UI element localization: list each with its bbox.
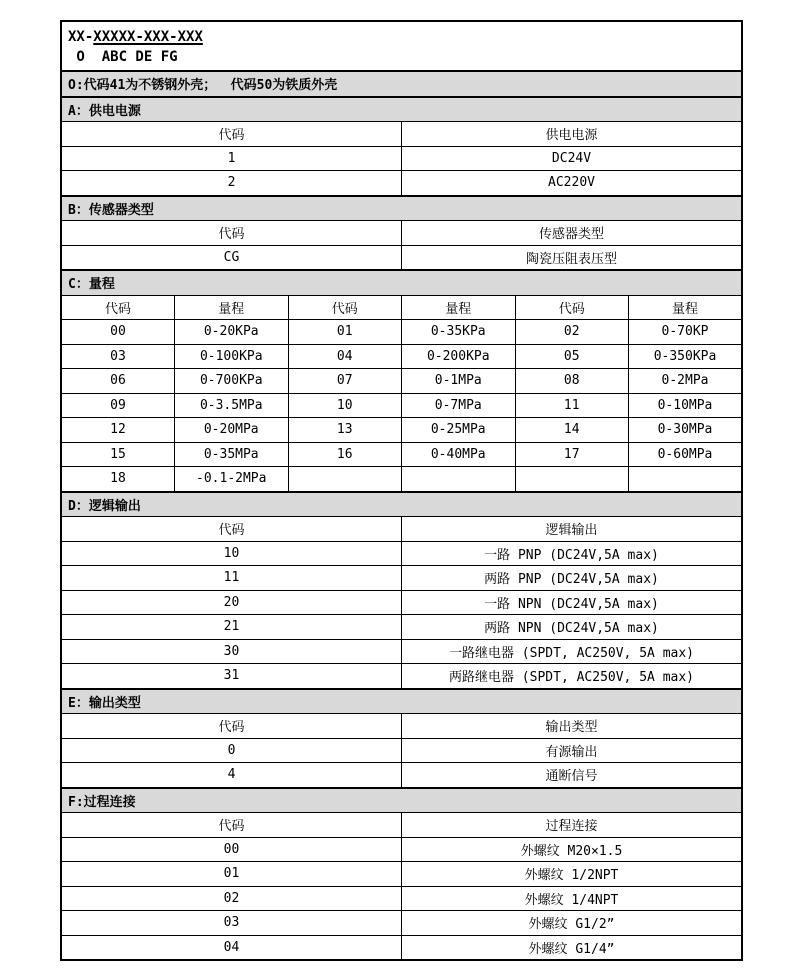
value-cell: 一路 NPN (DC24V,5A max) — [402, 590, 743, 615]
range-code-cell: 18 — [61, 467, 175, 492]
range-code-cell — [515, 467, 629, 492]
table-row — [61, 146, 742, 171]
range-value-cell: 0-35KPa — [402, 320, 516, 345]
code-cell: 1 — [61, 146, 402, 171]
range-code-cell: 16 — [288, 442, 402, 467]
code-cell: 31 — [61, 664, 402, 689]
table-row — [61, 442, 742, 467]
range-code-cell: 07 — [288, 369, 402, 394]
range-code-cell: 01 — [288, 320, 402, 345]
value-cell: 通断信号 — [402, 763, 743, 788]
col-header-range: 量程 — [629, 295, 743, 320]
range-value-cell: 0-350KPa — [629, 344, 743, 369]
value-cell: 外螺纹 1/2NPT — [402, 862, 743, 887]
value-cell: 两路继电器 (SPDT, AC250V, 5A max) — [402, 664, 743, 689]
range-value-cell: 0-700KPa — [175, 369, 289, 394]
col-header-code: 代码 — [61, 813, 402, 838]
ordering-code-table — [60, 20, 743, 961]
table-header-row — [61, 517, 742, 542]
table-row — [61, 837, 742, 862]
section-title-a: A：供电电源 — [61, 97, 742, 122]
col-header-range: 量程 — [402, 295, 516, 320]
section-bar-f — [61, 788, 742, 813]
section-title-e: E：输出类型 — [61, 689, 742, 714]
range-code-cell: 09 — [61, 393, 175, 418]
section-title-b: B：传感器类型 — [61, 196, 742, 221]
range-value-cell — [402, 467, 516, 492]
col-header-output-type: 输出类型 — [402, 714, 743, 739]
value-cell: 一路继电器 (SPDT, AC250V, 5A max) — [402, 639, 743, 664]
section-bar-o — [61, 71, 742, 97]
section-title-f: F:过程连接 — [61, 788, 742, 813]
range-code-cell: 14 — [515, 418, 629, 443]
value-cell: 外螺纹 G1/2” — [402, 911, 743, 936]
code-cell: 10 — [61, 541, 402, 566]
table-row — [61, 467, 742, 492]
code-cell: 01 — [61, 862, 402, 887]
section-bar-a — [61, 97, 742, 122]
col-header-process-connection: 过程连接 — [402, 813, 743, 838]
table-row — [61, 886, 742, 911]
range-value-cell: 0-10MPa — [629, 393, 743, 418]
code-cell: 20 — [61, 590, 402, 615]
range-code-cell: 11 — [515, 393, 629, 418]
range-value-cell: 0-20KPa — [175, 320, 289, 345]
table-row — [61, 393, 742, 418]
col-header-logic-output: 逻辑输出 — [402, 517, 743, 542]
col-header-code: 代码 — [61, 122, 402, 147]
value-cell: 外螺纹 1/4NPT — [402, 886, 743, 911]
table-row — [61, 738, 742, 763]
col-header-code: 代码 — [61, 221, 402, 246]
table-header-row — [61, 221, 742, 246]
value-cell: 一路 PNP (DC24V,5A max) — [402, 541, 743, 566]
table-row — [61, 935, 742, 960]
col-header-sensor-type: 传感器类型 — [402, 221, 743, 246]
range-value-cell: 0-7MPa — [402, 393, 516, 418]
range-code-cell: 10 — [288, 393, 402, 418]
range-value-cell: 0-60MPa — [629, 442, 743, 467]
table-row — [61, 911, 742, 936]
model-code-legend: O ABC DE FG — [68, 49, 178, 65]
value-cell: 两路 NPN (DC24V,5A max) — [402, 615, 743, 640]
code-cell: 21 — [61, 615, 402, 640]
range-value-cell: 0-30MPa — [629, 418, 743, 443]
value-cell: 外螺纹 M20×1.5 — [402, 837, 743, 862]
table-row — [61, 344, 742, 369]
range-code-cell: 03 — [61, 344, 175, 369]
model-code-row — [61, 21, 742, 71]
table-header-row — [61, 122, 742, 147]
section-bar-d — [61, 492, 742, 517]
table-row — [61, 590, 742, 615]
range-value-cell: 0-20MPa — [175, 418, 289, 443]
table-row — [61, 615, 742, 640]
range-value-cell: 0-35MPa — [175, 442, 289, 467]
col-header-code: 代码 — [515, 295, 629, 320]
range-value-cell: 0-100KPa — [175, 344, 289, 369]
range-value-cell: 0-25MPa — [402, 418, 516, 443]
table-row — [61, 418, 742, 443]
table-row — [61, 245, 742, 270]
range-code-cell: 04 — [288, 344, 402, 369]
range-value-cell: 0-3.5MPa — [175, 393, 289, 418]
range-value-cell: 0-1MPa — [402, 369, 516, 394]
code-cell: 03 — [61, 911, 402, 936]
table-header-row — [61, 813, 742, 838]
model-code-underlined: XXXXX-XXX-XXX — [93, 29, 203, 45]
value-cell: AC220V — [402, 171, 743, 196]
range-code-cell: 08 — [515, 369, 629, 394]
range-code-cell: 05 — [515, 344, 629, 369]
code-cell: 0 — [61, 738, 402, 763]
model-code-cell — [61, 21, 742, 71]
range-code-cell: 17 — [515, 442, 629, 467]
value-cell: 陶瓷压阻表压型 — [402, 245, 743, 270]
ordering-code-document — [60, 20, 741, 961]
range-value-cell — [629, 467, 743, 492]
table-row — [61, 320, 742, 345]
table-row — [61, 171, 742, 196]
model-code-prefix: XX- — [68, 29, 94, 45]
section-bar-b — [61, 196, 742, 221]
code-cell: 11 — [61, 566, 402, 591]
model-code — [68, 27, 735, 47]
table-row — [61, 639, 742, 664]
code-cell: 4 — [61, 763, 402, 788]
value-cell: 两路 PNP (DC24V,5A max) — [402, 566, 743, 591]
table-row — [61, 369, 742, 394]
value-cell: 外螺纹 G1/4” — [402, 935, 743, 960]
table-row — [61, 541, 742, 566]
range-value-cell: 0-200KPa — [402, 344, 516, 369]
value-cell: 有源输出 — [402, 738, 743, 763]
range-code-cell — [288, 467, 402, 492]
code-cell: 02 — [61, 886, 402, 911]
table-row — [61, 566, 742, 591]
range-code-cell: 06 — [61, 369, 175, 394]
range-code-cell: 15 — [61, 442, 175, 467]
range-code-cell: 02 — [515, 320, 629, 345]
range-code-cell: 00 — [61, 320, 175, 345]
section-bar-e — [61, 689, 742, 714]
code-cell: 00 — [61, 837, 402, 862]
range-code-cell: 12 — [61, 418, 175, 443]
range-code-cell: 13 — [288, 418, 402, 443]
col-header-power-supply: 供电电源 — [402, 122, 743, 147]
code-cell: CG — [61, 245, 402, 270]
range-value-cell: 0-70KP — [629, 320, 743, 345]
value-cell: DC24V — [402, 146, 743, 171]
range-value-cell: 0-2MPa — [629, 369, 743, 394]
code-cell: 30 — [61, 639, 402, 664]
section-title-o: O:代码41为不锈钢外壳； 代码50为铁质外壳 — [61, 71, 742, 97]
col-header-code: 代码 — [61, 295, 175, 320]
col-header-range: 量程 — [175, 295, 289, 320]
range-value-cell: 0-40MPa — [402, 442, 516, 467]
table-header-row — [61, 295, 742, 320]
code-cell: 2 — [61, 171, 402, 196]
section-bar-c — [61, 270, 742, 295]
table-row — [61, 664, 742, 689]
table-row — [61, 862, 742, 887]
col-header-code: 代码 — [61, 517, 402, 542]
range-value-cell: -0.1-2MPa — [175, 467, 289, 492]
col-header-code: 代码 — [288, 295, 402, 320]
code-cell: 04 — [61, 935, 402, 960]
table-row — [61, 763, 742, 788]
table-header-row — [61, 714, 742, 739]
section-title-c: C：量程 — [61, 270, 742, 295]
col-header-code: 代码 — [61, 714, 402, 739]
section-title-d: D：逻辑输出 — [61, 492, 742, 517]
